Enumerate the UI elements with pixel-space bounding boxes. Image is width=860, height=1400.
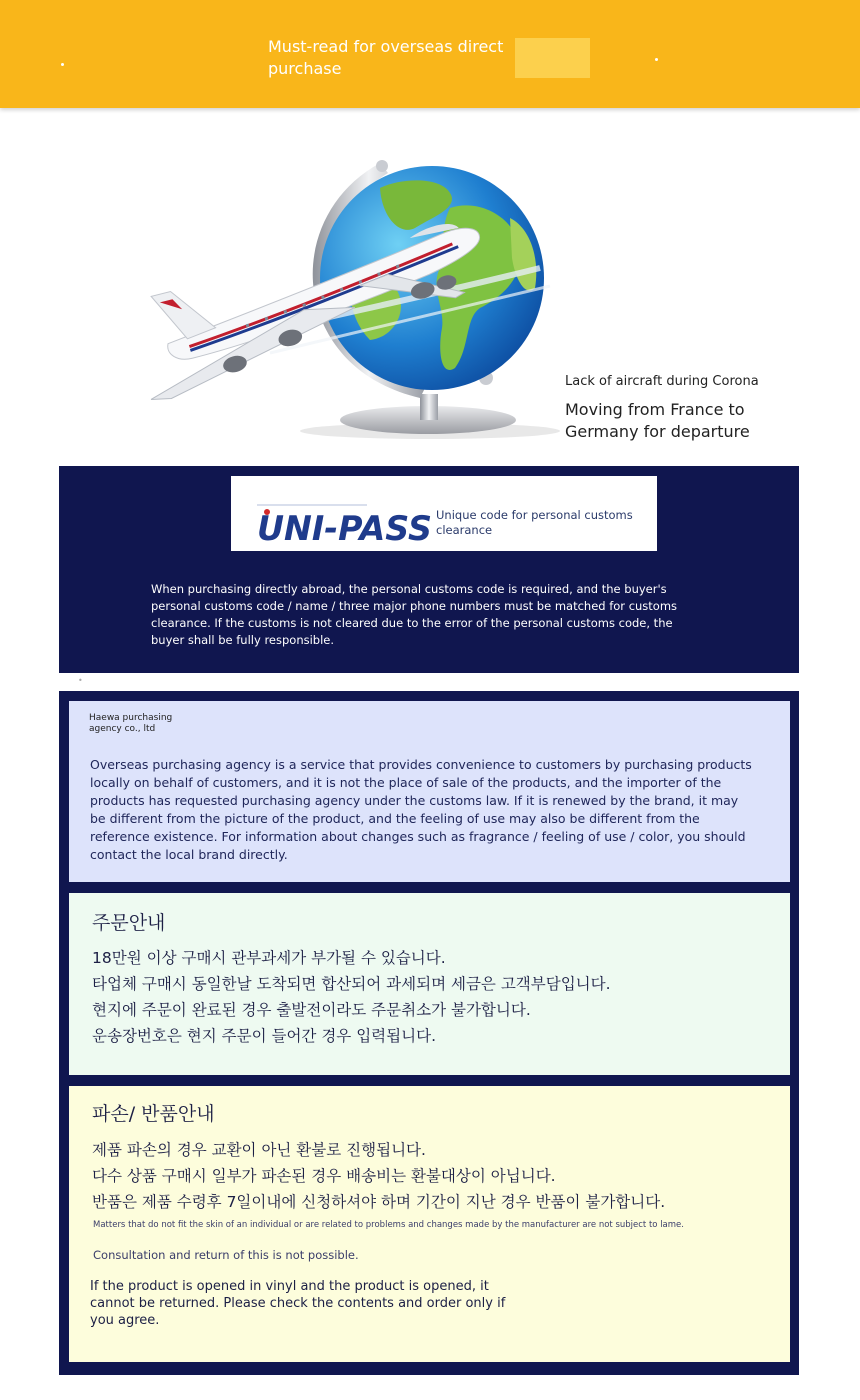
return-info-line: 제품 파손의 경우 교환이 아닌 환불로 진행됩니다. <box>92 1141 426 1159</box>
agency-panel <box>69 701 790 882</box>
order-info-line: 운송장번호은 현지 주문이 들어간 경우 입력됩니다. <box>92 1027 436 1045</box>
return-info-line: 반품은 제품 수령후 7일이내에 신청하셔야 하며 기간이 지난 경우 반품이 불가합니다. <box>92 1193 666 1211</box>
order-info-line: 현지에 주문이 완료된 경우 출발전이라도 주문취소가 불가합니다. <box>92 1001 531 1019</box>
order-info-line: 타업체 구매시 동일한날 도착되면 합산되어 과세되며 세금은 고객부담입니다. <box>92 975 611 993</box>
hero-caption-small: Lack of aircraft during Corona <box>565 374 759 389</box>
agency-name: Haewa purchasing agency co., ltd <box>89 713 173 734</box>
header-banner <box>0 0 860 108</box>
unipass-card <box>231 476 657 551</box>
unipass-logo-text: UNI-PASS <box>257 509 432 544</box>
return-info-title: 파손/ 반품안내 <box>92 1103 215 1125</box>
airplane-globe-illustration <box>120 148 560 448</box>
return-info-line: 다수 상품 구매시 일부가 파손된 경우 배송비는 환불대상이 아닙니다. <box>92 1167 556 1185</box>
decorative-mark: • <box>78 676 83 685</box>
hero-caption-big: Moving from France to Germany for departure <box>565 400 750 441</box>
return-info-panel <box>69 1086 790 1362</box>
banner-dot-right <box>655 58 658 61</box>
return-note-para: If the product is opened in vinyl and the product is opened, it cannot be returned. Please check the contents and order only if you agree. <box>90 1279 506 1328</box>
unipass-description: Unique code for personal customs clearance <box>436 508 633 537</box>
order-info-line: 18만원 이상 구매시 관부과세가 부가될 수 있습니다. <box>92 949 446 967</box>
return-note-small: Matters that do not fit the skin of an individual or are related to problems and changes made by the manufacturer are not subject to lame. <box>93 1220 684 1230</box>
banner-title: Must-read for overseas direct purchase <box>268 37 504 78</box>
return-note-mid: Consultation and return of this is not possible. <box>93 1248 359 1262</box>
agency-description: Overseas purchasing agency is a service that provides convenience to customers by purchasing products locally on behalf of customers, and it is not the place of sale of the products, and the importer of the products has requested purchasing agency under the customs law. If it is renewed by the brand, it may be different from the picture of the product, and the feeling of use may also be different from the reference existence. For information about changes such as fragrance / feeling of use / color, you should contact the local brand directly. <box>90 757 752 862</box>
unipass-logo <box>257 496 435 544</box>
customs-notice: When purchasing directly abroad, the personal customs code is required, and the buyer's personal customs code / name / three major phone numbers must be matched for customs clearance. If the customs is not cleared due to the error of the personal customs code, the buyer shall be fully responsible. <box>151 582 678 647</box>
order-info-panel <box>69 893 790 1075</box>
order-info-title: 주문안내 <box>92 912 166 934</box>
banner-dot-left <box>61 63 64 66</box>
